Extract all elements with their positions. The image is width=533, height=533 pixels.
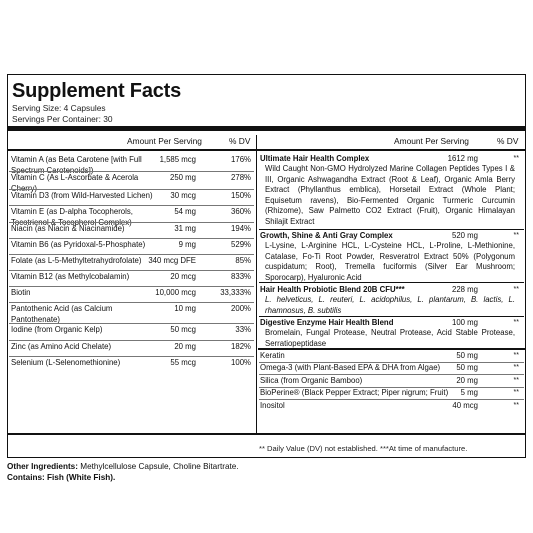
nutrient-name: Vitamin B6 (as Pyridoxal-5-Phosphate) <box>11 240 146 249</box>
header-rule <box>7 149 526 151</box>
blend-dv: ** <box>513 286 519 293</box>
blend-digestive-enzyme <box>259 317 524 352</box>
nutrient-amount: 20 mcg <box>170 272 196 281</box>
blend-name: Ultimate Hair Health Complex <box>260 154 370 163</box>
nutrient-dv: 833% <box>231 272 251 281</box>
ingredient-dv: ** <box>513 364 519 371</box>
right-amount-header: Amount Per Serving <box>394 136 469 146</box>
ingredient-row <box>259 362 524 374</box>
blend-dv: ** <box>513 155 519 162</box>
nutrient-name: Selenium (L-Selenomethionine) <box>11 358 121 367</box>
nutrient-row <box>9 340 254 356</box>
ingredient-name: Silica (from Organic Bamboo) <box>260 376 363 385</box>
nutrient-row <box>9 270 254 286</box>
nutrient-amount: 1,585 mcg <box>159 155 196 164</box>
ingredient-amount: 50 mg <box>456 351 478 360</box>
nutrient-row <box>9 238 254 254</box>
nutrient-row <box>9 222 254 238</box>
ingredient-row <box>259 375 524 387</box>
nutrient-amount: 55 mcg <box>170 358 196 367</box>
ingredient-amount: 40 mcg <box>452 401 478 410</box>
nutrient-row <box>9 286 254 302</box>
nutrient-dv: 150% <box>231 191 251 200</box>
ingredient-name: Keratin <box>260 351 285 360</box>
blend-ingredients: Bromelain, Fungal Protease, Neutral Protease, Acid Stable Protease, Serratiopeptidase <box>265 328 515 348</box>
nutrient-dv: 360% <box>231 207 251 216</box>
nutrient-row <box>9 189 254 205</box>
blend-growth-shine <box>259 230 524 283</box>
nutrient-dv: 182% <box>231 342 251 351</box>
nutrient-row <box>9 356 254 372</box>
nutrient-amount: 50 mcg <box>170 325 196 334</box>
nutrient-amount: 10 mg <box>174 304 196 313</box>
nutrient-amount: 340 mcg DFE <box>148 256 196 265</box>
nutrient-row <box>9 205 254 227</box>
top-thick-rule <box>7 126 526 131</box>
ingredient-amount: 50 mg <box>456 363 478 372</box>
nutrient-dv: 529% <box>231 240 251 249</box>
blend-amount: 520 mg <box>451 231 478 240</box>
other-ingredients-label: Other Ingredients: <box>7 462 78 471</box>
nutrient-dv: 33,333% <box>220 288 251 297</box>
blend-dv: ** <box>513 232 519 239</box>
blend-amount: 228 mg <box>451 285 478 294</box>
nutrient-amount: 30 mcg <box>170 191 196 200</box>
blend-ingredients: L. helveticus, L. reuteri, L. acidophilus, L. plantarum, B. lactis, L. rhamnosus, B. subtilis <box>265 295 515 315</box>
nutrient-name: Vitamin D3 (from Wild-Harvested Lichen) <box>11 191 153 200</box>
nutrient-amount: 250 mg <box>169 173 196 182</box>
blend-amount: 100 mg <box>451 318 478 327</box>
ingredient-row <box>259 387 524 399</box>
nutrient-amount: 31 mg <box>174 224 196 233</box>
left-dv-header: % DV <box>229 136 251 146</box>
nutrient-row <box>9 302 254 323</box>
ingredient-amount: 5 mg <box>460 388 478 397</box>
nutrient-amount: 54 mg <box>174 207 196 216</box>
servings-per-container: Servings Per Container: 30 <box>12 114 113 124</box>
nutrient-amount: 10,000 mcg <box>155 288 196 297</box>
nutrient-row <box>9 254 254 270</box>
nutrient-dv: 33% <box>235 325 251 334</box>
nutrient-name: Zinc (as Amino Acid Chelate) <box>11 342 112 351</box>
blend-dv: ** <box>513 319 519 326</box>
nutrient-name: Niacin (as Niacin & Niacinamide) <box>11 224 125 233</box>
nutrient-dv: 278% <box>231 173 251 182</box>
blend-ultimate-hair <box>259 153 524 230</box>
nutrient-name: Vitamin E (as D-alpha Tocopherols, Tocotrienol & Tocopherol Complex) <box>11 207 133 227</box>
nutrient-row <box>9 323 254 340</box>
nutrient-name: Iodine (from Organic Kelp) <box>11 325 103 334</box>
nutrient-name: Biotin <box>11 288 31 297</box>
other-ingredients-text: Methylcellulose Capsule, Choline Bitartrate. <box>77 462 239 471</box>
right-dv-header: % DV <box>497 136 519 146</box>
nutrient-dv: 200% <box>231 304 251 313</box>
ingredient-name: Omega-3 (with Plant-Based EPA & DHA from Algae) <box>260 363 441 372</box>
ingredient-row <box>259 400 524 412</box>
rule <box>259 282 524 283</box>
nutrient-name: Vitamin A (as Beta Carotene [with Full Spectrum Carotenoids]) <box>11 155 142 175</box>
allergen-statement: Contains: Fish (White Fish). <box>7 473 116 482</box>
nutrient-dv: 176% <box>231 155 251 164</box>
nutrient-dv: 100% <box>231 358 251 367</box>
blend-ingredients: Wild Caught Non-GMO Hydrolyzed Marine Collagen Peptides Types I & III, Organic Ashwagandha Extract (Root & Leaf), Organic Amla Berry Extract (Phyllanthus emblica), Horsetail Extract (Whole Plant; Equisetum ravens), Bio-Fermented Organic Turmeric Curcumin (Rhizome), Saw Palmetto CO2 Extract (Fruit), Organic Himalayan Shilajit Extract <box>265 164 515 226</box>
nutrient-name: Vitamin B12 (as Methylcobalamin) <box>11 272 130 281</box>
panel-title: Supplement Facts <box>12 80 182 102</box>
footnote: ** Daily Value (DV) not established. ***At time of manufacture. <box>259 444 468 453</box>
nutrient-name: Folate (as L-5-Methyltetrahydrofolate) <box>11 256 142 265</box>
blend-name: Growth, Shine & Anti Gray Complex <box>260 231 393 240</box>
nutrient-row <box>9 153 254 175</box>
nutrient-amount: 20 mg <box>174 342 196 351</box>
nutrient-amount: 9 mg <box>178 240 196 249</box>
bottom-rule <box>7 433 526 435</box>
ingredient-dv: ** <box>513 389 519 396</box>
ingredient-dv: ** <box>513 402 519 409</box>
nutrient-name: Vitamin C (As L-Ascorbate & Acerola Cherry) <box>11 173 139 193</box>
ingredient-row <box>259 350 524 362</box>
blend-probiotic <box>259 284 524 317</box>
ingredient-dv: ** <box>513 377 519 384</box>
serving-size: Serving Size: 4 Capsules <box>12 103 106 113</box>
blend-name: Digestive Enzyme Hair Health Blend <box>260 318 394 327</box>
nutrient-dv: 194% <box>231 224 251 233</box>
blend-ingredients: L-Lysine, L-Arginine HCL, L-Cysteine HCL, L-Proline, L-Methionine, Catalase, Fo-Ti Root Powder, Resveratrol Extract 50% (Polygonum cuspidatum; Root), Tremella fuciformis (Silver Ear Mushroom; Sporocarp), Hyaluronic Acid <box>265 241 515 282</box>
ingredient-name: Inositol <box>260 401 285 410</box>
ingredient-amount: 20 mg <box>456 376 478 385</box>
ingredient-name: BioPerine® (Black Pepper Extract; Piper nigrum; Fruit) <box>260 388 449 397</box>
ingredient-dv: ** <box>513 352 519 359</box>
column-divider <box>256 135 257 434</box>
other-ingredients <box>7 462 239 471</box>
nutrient-dv: 85% <box>235 256 251 265</box>
nutrient-row <box>9 171 254 193</box>
blend-amount: 1612 mg <box>447 154 478 163</box>
blend-name: Hair Health Probiotic Blend 20B CFU*** <box>260 285 405 294</box>
left-amount-header: Amount Per Serving <box>127 136 202 146</box>
nutrient-name: Pantothenic Acid (as Calcium Pantothenate) <box>11 304 113 324</box>
